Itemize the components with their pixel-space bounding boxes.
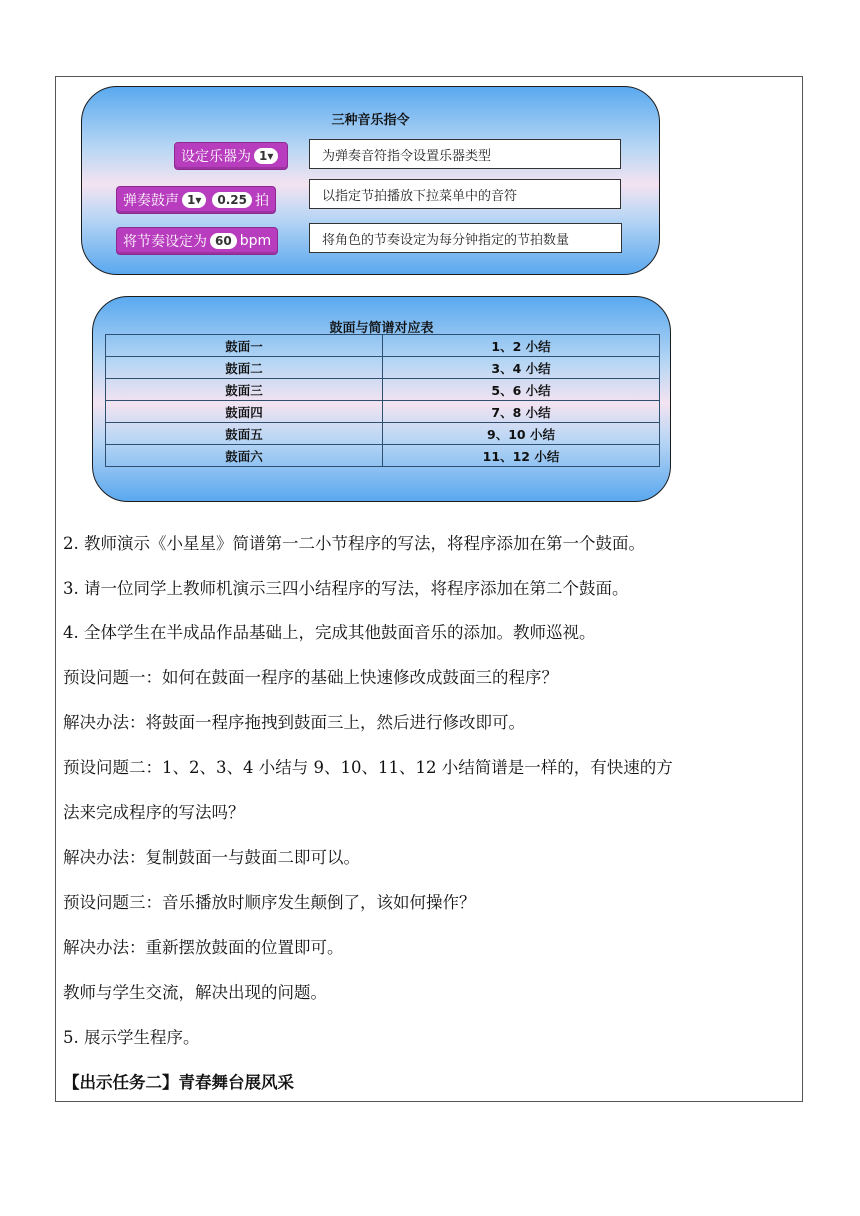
- drum-dropdown: 1▾: [182, 192, 206, 208]
- paragraph-step-2: 2. 教师演示《小星星》简谱第一二小节程序的写法，将程序添加在第一个鼓面。: [63, 534, 645, 553]
- set-tempo-label: 将节奏设定为: [123, 234, 207, 250]
- drum-cell: 鼓面六: [106, 445, 383, 467]
- paragraph-step-5: 5. 展示学生程序。: [63, 1028, 200, 1047]
- paragraph-answer-3: 解决办法：重新摆放鼓面的位置即可。: [63, 938, 344, 957]
- table-row: [106, 401, 660, 423]
- set-tempo-block: [116, 227, 278, 255]
- drum-mapping-panel: [92, 296, 671, 502]
- tempo-value: 60: [210, 233, 237, 249]
- set-tempo-suffix: bpm: [239, 233, 272, 249]
- paragraph-answer-2: 解决办法：复制鼓面一与鼓面二即可以。: [63, 848, 360, 867]
- drum-cell: 鼓面一: [106, 335, 383, 357]
- paragraph-answer-1: 解决办法：将鼓面一程序拖拽到鼓面三上，然后进行修改即可。: [63, 713, 525, 732]
- drum-mapping-title: 鼓面与简谱对应表: [329, 321, 434, 336]
- paragraph-question-2-cont: 法来完成程序的写法吗？: [63, 803, 245, 822]
- table-row: [106, 379, 660, 401]
- paragraph-discussion: 教师与学生交流，解决出现的问题。: [63, 983, 327, 1002]
- set-instrument-label: 设定乐器为: [181, 149, 251, 165]
- paragraph-step-3: 3. 请一位同学上教师机演示三四小结程序的写法，将程序添加在第二个鼓面。: [63, 579, 629, 598]
- table-row: [106, 335, 660, 357]
- set-instrument-description: 为弹奏音符指令设置乐器类型: [309, 139, 621, 169]
- table-row: [106, 423, 660, 445]
- drum-cell: 鼓面五: [106, 423, 383, 445]
- table-row: [106, 445, 660, 467]
- drum-cell: 鼓面四: [106, 401, 383, 423]
- set-instrument-block: [174, 142, 288, 170]
- music-instructions-panel: [81, 86, 660, 275]
- table-row: [106, 357, 660, 379]
- paragraph-question-3: 预设问题三：音乐播放时顺序发生颠倒了，该如何操作？: [63, 893, 476, 912]
- bars-cell: 3、4 小结: [383, 357, 660, 379]
- paragraph-step-4: 4. 全体学生在半成品作品基础上，完成其他鼓面音乐的添加。教师巡视。: [63, 623, 596, 642]
- play-drum-label: 弹奏鼓声: [123, 193, 179, 209]
- play-drum-block: [116, 186, 276, 214]
- drum-cell: 鼓面三: [106, 379, 383, 401]
- music-instructions-title: 三种音乐指令: [331, 113, 410, 128]
- drum-cell: 鼓面二: [106, 357, 383, 379]
- play-drum-suffix: 拍: [254, 193, 269, 209]
- task-two-heading: 【出示任务二】青春舞台展风采: [63, 1073, 294, 1092]
- instrument-dropdown: 1▾: [254, 148, 278, 164]
- paragraph-question-2: 预设问题二：1、2、3、4 小结与 9、10、11、12 小结简谱是一样的，有快速的方: [63, 758, 673, 777]
- beats-value: 0.25: [212, 192, 252, 208]
- bars-cell: 9、10 小结: [383, 423, 660, 445]
- bars-cell: 7、8 小结: [383, 401, 660, 423]
- bars-cell: 1、2 小结: [383, 335, 660, 357]
- set-tempo-description: 将角色的节奏设定为每分钟指定的节拍数量: [309, 223, 622, 253]
- drum-mapping-table: [105, 334, 660, 467]
- play-drum-description: 以指定节拍播放下拉菜单中的音符: [309, 179, 621, 209]
- bars-cell: 5、6 小结: [383, 379, 660, 401]
- bars-cell: 11、12 小结: [383, 445, 660, 467]
- paragraph-question-1: 预设问题一：如何在鼓面一程序的基础上快速修改成鼓面三的程序？: [63, 668, 558, 687]
